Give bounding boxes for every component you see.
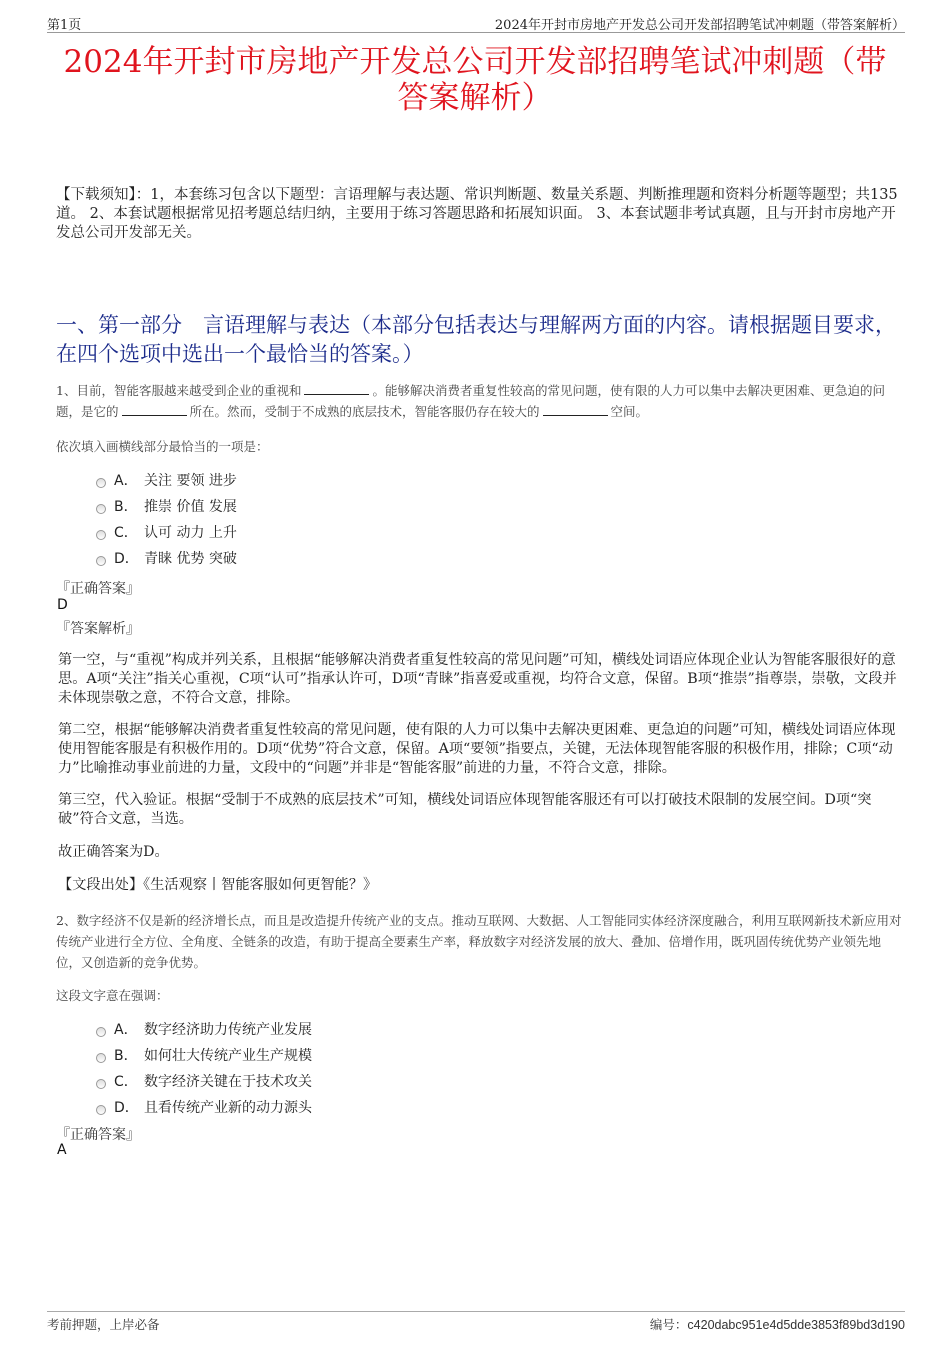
radio-button[interactable] (96, 478, 106, 488)
question-1-prompt: 依次填入画横线部分最恰当的一项是： (56, 439, 269, 454)
option-text: 关注 要领 进步 (144, 473, 237, 489)
option-letter: D． (114, 1100, 139, 1116)
radio-button[interactable] (96, 530, 106, 540)
analysis-paragraph: 第一空，与“重视”构成并列关系，且根据“能够解决消费者重复性较高的常见问题”可知，横线处词语应体现企业认为智能客服很好的意思。A项“关注”指关心重视，C项“认可”指承认许可，D项“青睐”指喜爱或重视，均符合文意，保留。B项“推崇”指尊崇，崇敬，文段并未体现崇敬之意，不符合文意，排除。 (58, 652, 897, 706)
page-number: 第1页 (47, 18, 82, 33)
document-title: 2024年开封市房地产开发总公司开发部招聘笔试冲刺题（带答案解析） (63, 44, 887, 116)
question-number: 2、 (56, 913, 77, 928)
option-b[interactable] (96, 493, 237, 519)
analysis-label: 『答案解析』 (56, 621, 140, 637)
option-letter: B． (114, 499, 138, 515)
option-a[interactable] (96, 1016, 312, 1042)
question-1-stem (56, 380, 902, 422)
question-2-options (96, 1016, 312, 1120)
option-letter: B． (114, 1048, 138, 1064)
stem-text: 所在。然而，受制于不成熟的底层技术，智能客服仍存在较大的 (189, 404, 540, 419)
question-2-prompt: 这段文字意在强调： (56, 988, 169, 1003)
correct-answer-label: 『正确答案』 (56, 1127, 140, 1143)
correct-answer: D (57, 597, 68, 613)
correct-answer-label: 『正确答案』 (56, 581, 140, 597)
radio-button[interactable] (96, 1053, 106, 1063)
analysis-paragraph: 第二空，根据“能够解决消费者重复性较高的常见问题，使有限的人力可以集中去解决更困难、更急迫的问题”可知，横线处词语应体现使用智能客服是有积极作用的。D项“优势”符合文意，保留。A项“要领”指要点，关键，无法体现智能客服的积极作用，排除；C项“动力”比喻推动事业前进的力量，文段中的“问题”并非是“智能客服”前进的力量，不符合文意，排除。 (58, 722, 896, 776)
option-text: 数字经济关键在于技术攻关 (144, 1074, 312, 1090)
option-letter: C． (114, 1074, 138, 1090)
option-letter: A． (114, 1022, 138, 1038)
radio-button[interactable] (96, 504, 106, 514)
option-b[interactable] (96, 1042, 312, 1068)
stem-text: 数字经济不仅是新的经济增长点，而且是改造提升传统产业的支点。推动互联网、大数据、人工智能同实体经济深度融合，利用互联网新技术新应用对传统产业进行全方位、全角度、全链条的改造，有助于提高全要素生产率，释放数字对经济发展的放大、叠加、倍增作用，既巩固传统优势产业领先地位，又创造新的竞争优势。 (56, 913, 902, 970)
option-c[interactable] (96, 1068, 312, 1094)
option-text: 且看传统产业新的动力源头 (144, 1100, 312, 1116)
question-2-stem (56, 910, 902, 973)
option-d[interactable] (96, 1094, 312, 1120)
option-d[interactable] (96, 545, 237, 571)
radio-button[interactable] (96, 1027, 106, 1037)
question-1-options (96, 467, 237, 571)
page-header (47, 14, 905, 33)
option-letter: A． (114, 473, 138, 489)
answer-blank (122, 403, 187, 416)
answer-blank (543, 403, 608, 416)
stem-text: 目前，智能客服越来越受到企业的重视和 (76, 383, 302, 398)
page-footer (47, 1311, 905, 1331)
code-value: c420dabc951e4d5dde3853f89bd3d190 (687, 1318, 905, 1332)
option-a[interactable] (96, 467, 237, 493)
text-source: 【文段出处】《生活观察丨智能客服如何更智能？》 (58, 877, 378, 893)
analysis-conclusion: 故正确答案为D。 (58, 844, 169, 860)
radio-button[interactable] (96, 556, 106, 566)
radio-button[interactable] (96, 1079, 106, 1089)
stem-text: 。能够解决消费者重复性较高的常见问题，使有限的人力可以集中去解决更困难、更急迫的问题，是它的 (56, 383, 885, 419)
option-text: 认可 动力 上升 (144, 525, 237, 541)
document-code (650, 1315, 905, 1333)
radio-button[interactable] (96, 1105, 106, 1115)
analysis-paragraph: 第三空，代入验证。根据“受制于不成熟的底层技术”可知，横线处词语应体现智能客服还有可以打破技术限制的发展空间。D项“突破”符合文意，当选。 (58, 792, 872, 827)
question-number: 1、 (56, 383, 77, 398)
correct-answer: A (57, 1142, 67, 1158)
option-text: 数字经济助力传统产业发展 (144, 1022, 312, 1038)
option-text: 如何壮大传统产业生产规模 (144, 1048, 312, 1064)
footer-slogan: 考前押题，上岸必备 (47, 1317, 160, 1332)
option-letter: D． (114, 551, 139, 567)
stem-text: 空间。 (610, 404, 649, 419)
section-heading: 一、第一部分 言语理解与表达（本部分包括表达与理解两方面的内容。请根据题目要求，在四个选项中选出一个最恰当的答案。） (56, 313, 896, 366)
download-notice: 【下载须知】：1，本套练习包含以下题型：言语理解与表达题、常识判断题、数量关系题、判断推理题和资料分析题等题型；共135道。 2、本套试题根据常见招考题总结归纳，主要用于练习答题思路和拓展知识面。 3、本套试题非考试真题，且与开封市房地产开发总公司开发部无关。 (56, 187, 898, 241)
option-c[interactable] (96, 519, 237, 545)
option-letter: C． (114, 525, 138, 541)
option-text: 推崇 价值 发展 (144, 499, 237, 515)
answer-blank (304, 382, 369, 395)
option-text: 青睐 优势 突破 (144, 551, 237, 567)
header-doc-title: 2024年开封市房地产开发总公司开发部招聘笔试冲刺题（带答案解析） (494, 18, 905, 33)
code-label: 编号： (649, 1318, 688, 1332)
